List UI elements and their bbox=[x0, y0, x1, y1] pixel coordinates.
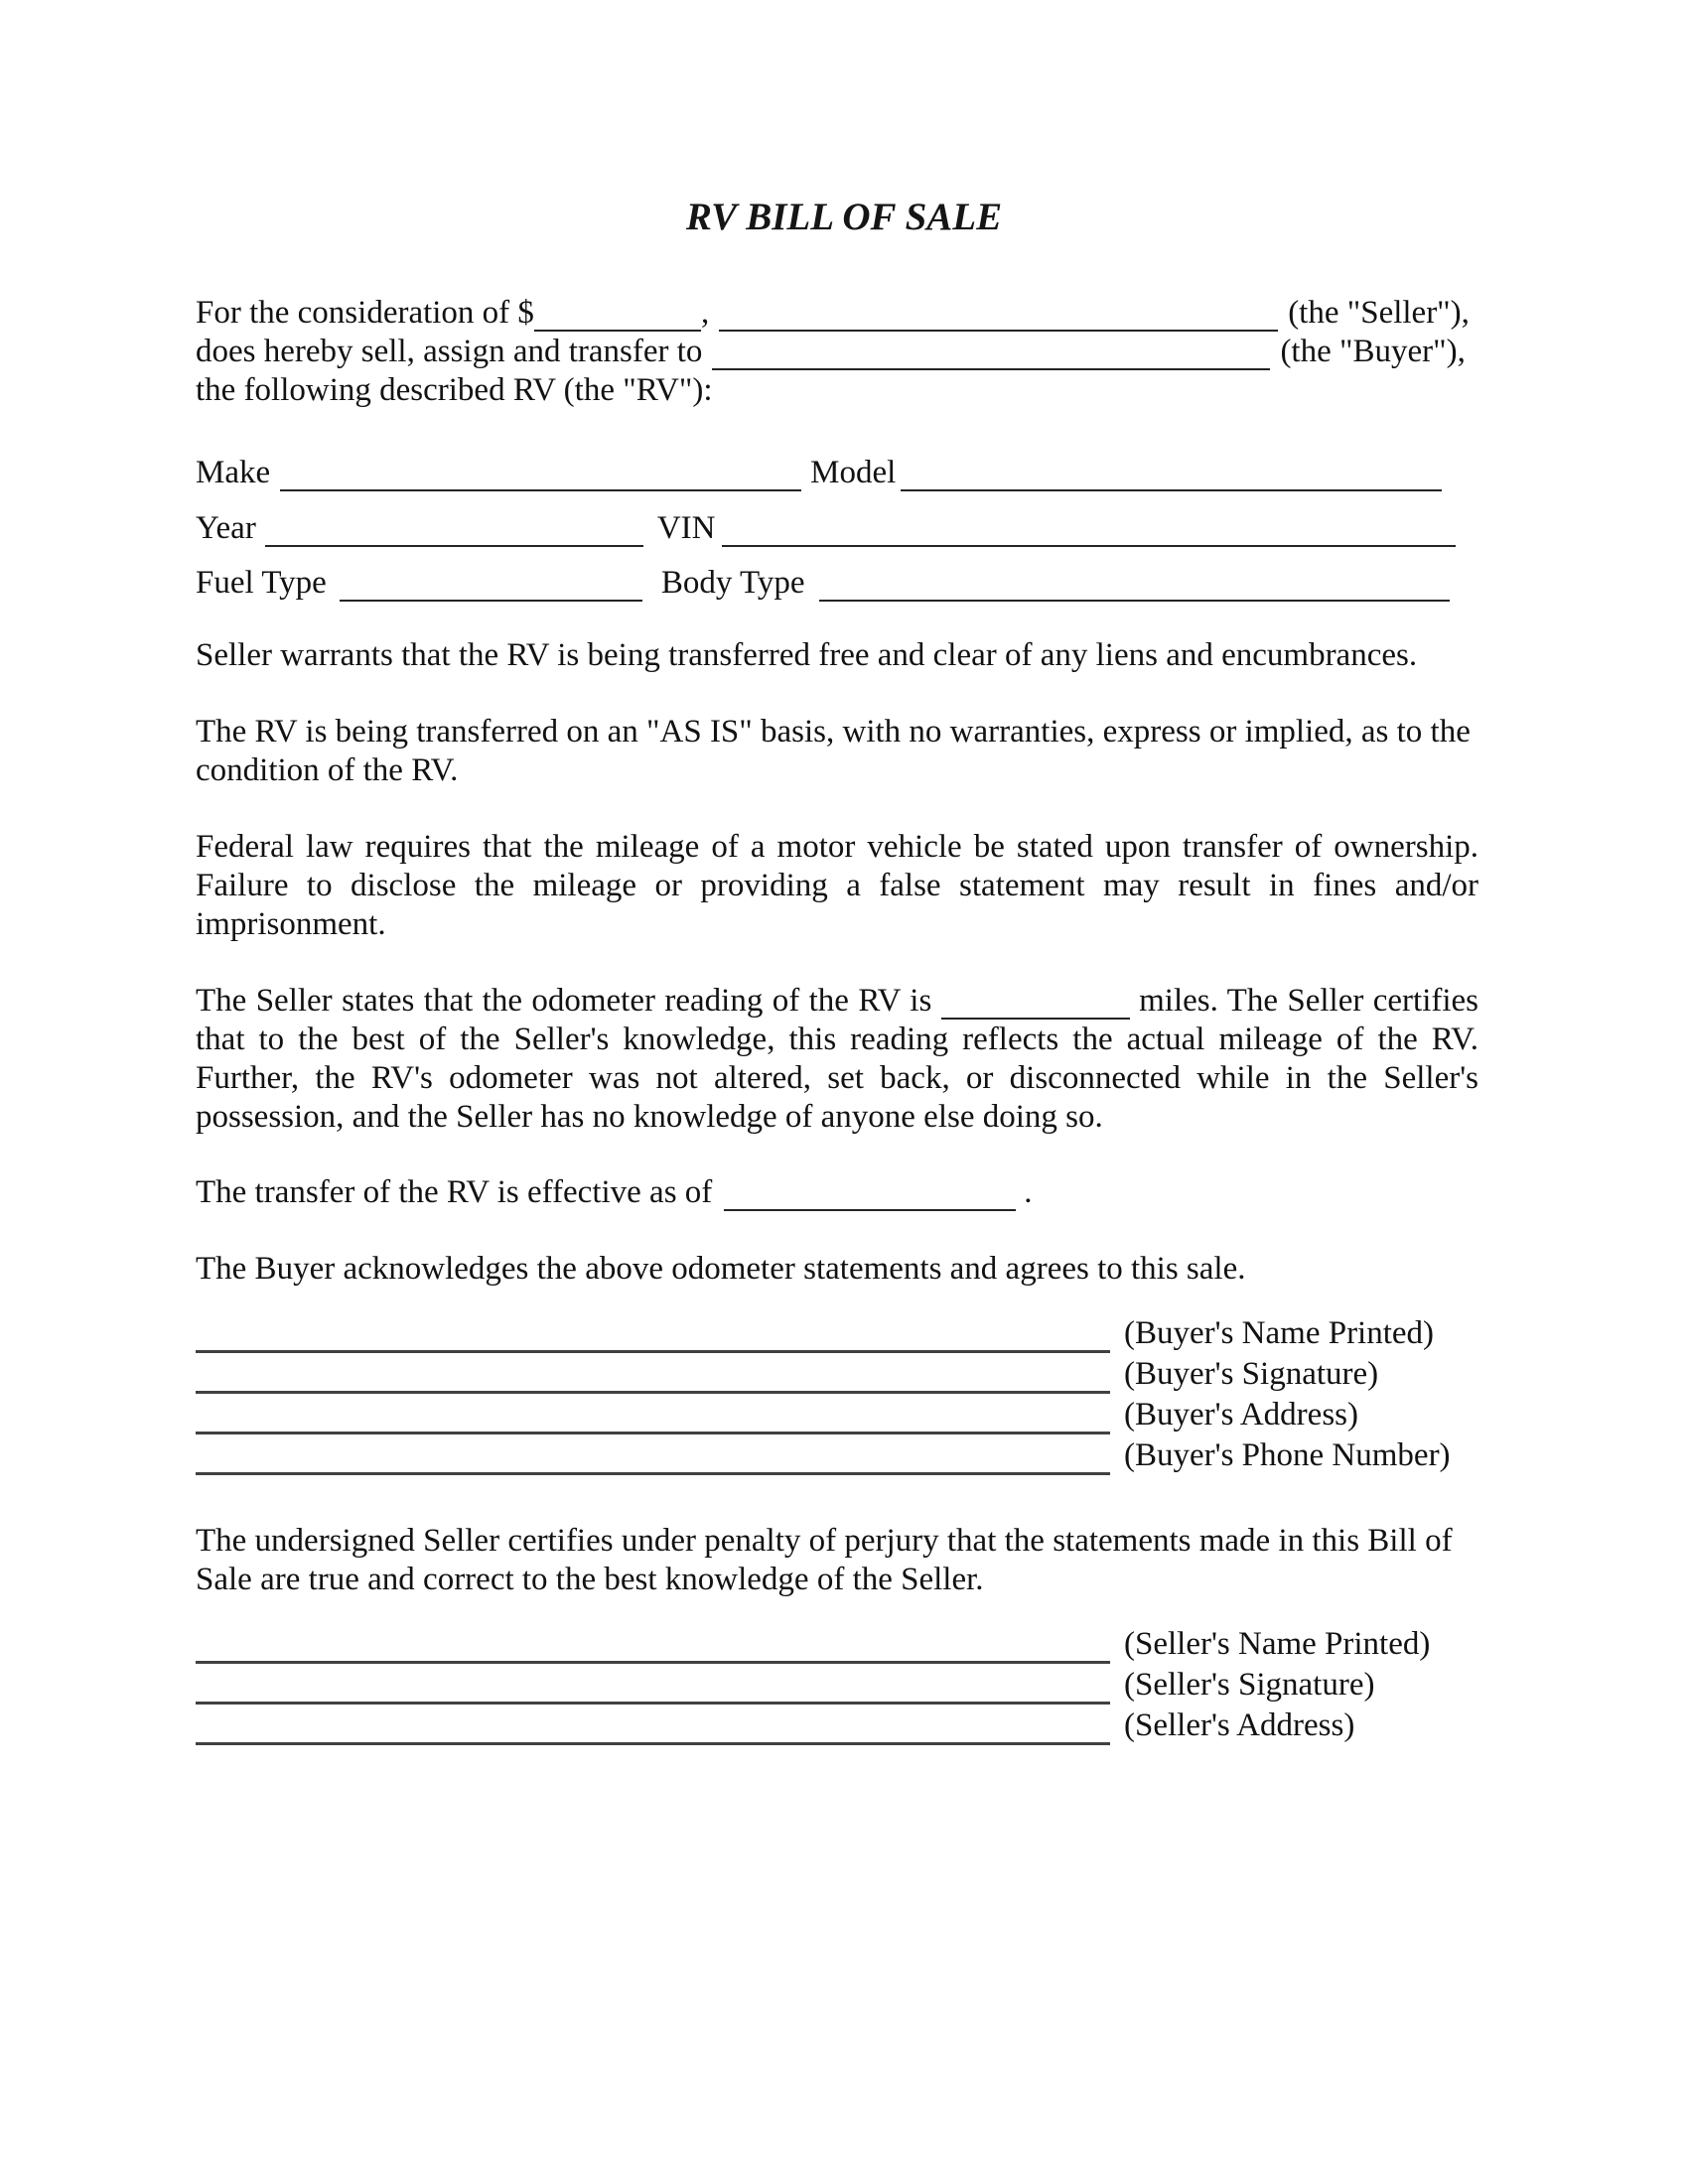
buyer-address-label: (Buyer's Address) bbox=[1124, 1397, 1358, 1433]
buyer-address-row bbox=[196, 1395, 1478, 1435]
seller-signature-line bbox=[196, 1701, 1110, 1705]
warranty-paragraph: Seller warrants that the RV is being transferred free and clear of any liens and encumbrances. bbox=[196, 637, 1418, 673]
seller-signature-label: (Seller's Signature) bbox=[1124, 1667, 1375, 1703]
fuel-type-blank bbox=[340, 599, 642, 602]
buyer-address-line bbox=[196, 1431, 1110, 1434]
transfer-date-period: . bbox=[1024, 1174, 1033, 1210]
seller-name-printed-row bbox=[196, 1624, 1478, 1665]
fuel-body-row bbox=[196, 564, 1478, 603]
as-is-line-1: The RV is being transferred on an "AS IS" basis, with no warranties, express or implied, as to the bbox=[196, 714, 1471, 750]
as-is-paragraph bbox=[196, 713, 1478, 790]
seller-address-line bbox=[196, 1741, 1110, 1745]
seller-address-label: (Seller's Address) bbox=[1124, 1707, 1355, 1743]
seller-signature-block bbox=[196, 1624, 1478, 1746]
buyer-designation-text: (the "Buyer"), bbox=[1280, 334, 1466, 369]
model-blank bbox=[901, 488, 1442, 491]
effective-date-blank bbox=[724, 1208, 1016, 1211]
seller-name-printed-line bbox=[196, 1660, 1110, 1664]
odometer-line-2: that to the best of the Seller's knowledge, this reading reflects the actual mileage of the RV. bbox=[196, 1022, 1478, 1057]
odometer-paragraph bbox=[196, 982, 1478, 1137]
vin-blank bbox=[722, 544, 1456, 547]
buyer-name-printed-row bbox=[196, 1313, 1478, 1354]
buyer-name-printed-line bbox=[196, 1349, 1110, 1353]
odometer-line-3: Further, the RV's odometer was not altered, set back, or disconnected while in the Seller's bbox=[196, 1060, 1478, 1096]
transfer-date-paragraph bbox=[196, 1173, 1478, 1212]
intro-line-2 bbox=[196, 333, 1478, 371]
body-type-label: Body Type bbox=[660, 565, 805, 601]
odometer-line1-text-after: miles. The Seller certifies bbox=[1139, 983, 1479, 1019]
buyer-signature-row bbox=[196, 1354, 1478, 1395]
intro-line1-comma: , bbox=[700, 295, 710, 331]
buyer-phone-row bbox=[196, 1435, 1478, 1476]
intro-line-3: the following described RV (the "RV"): bbox=[196, 372, 713, 408]
year-blank bbox=[265, 544, 643, 547]
seller-name-printed-label: (Seller's Name Printed) bbox=[1124, 1626, 1431, 1662]
seller-designation-text: (the "Seller"), bbox=[1288, 295, 1470, 331]
fuel-type-label: Fuel Type bbox=[196, 565, 327, 601]
make-blank bbox=[280, 488, 801, 491]
buyer-name-blank bbox=[712, 367, 1270, 370]
buyer-phone-label: (Buyer's Phone Number) bbox=[1124, 1437, 1451, 1473]
model-label: Model bbox=[810, 455, 897, 490]
intro-paragraph bbox=[196, 294, 1478, 410]
seller-certification-paragraph bbox=[196, 1522, 1478, 1599]
year-vin-row bbox=[196, 509, 1478, 548]
seller-certification-line-2: Sale are true and correct to the best knowledge of the Seller. bbox=[196, 1562, 984, 1597]
odometer-line-4: possession, and the Seller has no knowledge of anyone else doing so. bbox=[196, 1099, 1103, 1135]
year-label: Year bbox=[196, 510, 256, 546]
buyer-signature-label: (Buyer's Signature) bbox=[1124, 1356, 1379, 1392]
seller-signature-row bbox=[196, 1665, 1478, 1706]
make-model-row bbox=[196, 454, 1478, 492]
federal-law-line-3: imprisonment. bbox=[196, 906, 386, 942]
document-title: RV BILL OF SALE bbox=[685, 196, 1003, 238]
federal-law-line-2: Failure to disclose the mileage or providing a false statement may result in fines and/or bbox=[196, 868, 1478, 903]
odometer-reading-blank bbox=[941, 1017, 1130, 1020]
consideration-amount-blank bbox=[534, 329, 701, 332]
federal-law-line-1: Federal law requires that the mileage of a motor vehicle be stated upon transfer of ownership. bbox=[196, 829, 1478, 865]
make-label: Make bbox=[196, 455, 271, 490]
odometer-line1-text: The Seller states that the odometer reading of the RV is bbox=[196, 983, 932, 1019]
buyer-signature-line bbox=[196, 1390, 1110, 1394]
intro-line-1 bbox=[196, 294, 1478, 333]
intro-line1-text: For the consideration of $ bbox=[196, 295, 534, 331]
seller-address-row bbox=[196, 1706, 1478, 1746]
as-is-line-2: condition of the RV. bbox=[196, 752, 459, 788]
odometer-line-1 bbox=[196, 982, 1478, 1021]
transfer-date-text: The transfer of the RV is effective as of bbox=[196, 1174, 713, 1210]
buyer-acknowledgement-paragraph: The Buyer acknowledges the above odometer statements and agrees to this sale. bbox=[196, 1251, 1246, 1287]
federal-law-paragraph bbox=[196, 828, 1478, 944]
seller-name-blank bbox=[719, 329, 1278, 332]
intro-line2-text: does hereby sell, assign and transfer to bbox=[196, 334, 703, 369]
buyer-name-printed-label: (Buyer's Name Printed) bbox=[1124, 1315, 1435, 1351]
vin-label: VIN bbox=[656, 510, 716, 546]
buyer-phone-line bbox=[196, 1471, 1110, 1475]
body-type-blank bbox=[819, 599, 1450, 602]
seller-certification-line-1: The undersigned Seller certifies under penalty of perjury that the statements made in this Bill of bbox=[196, 1523, 1453, 1559]
buyer-signature-block bbox=[196, 1313, 1478, 1476]
